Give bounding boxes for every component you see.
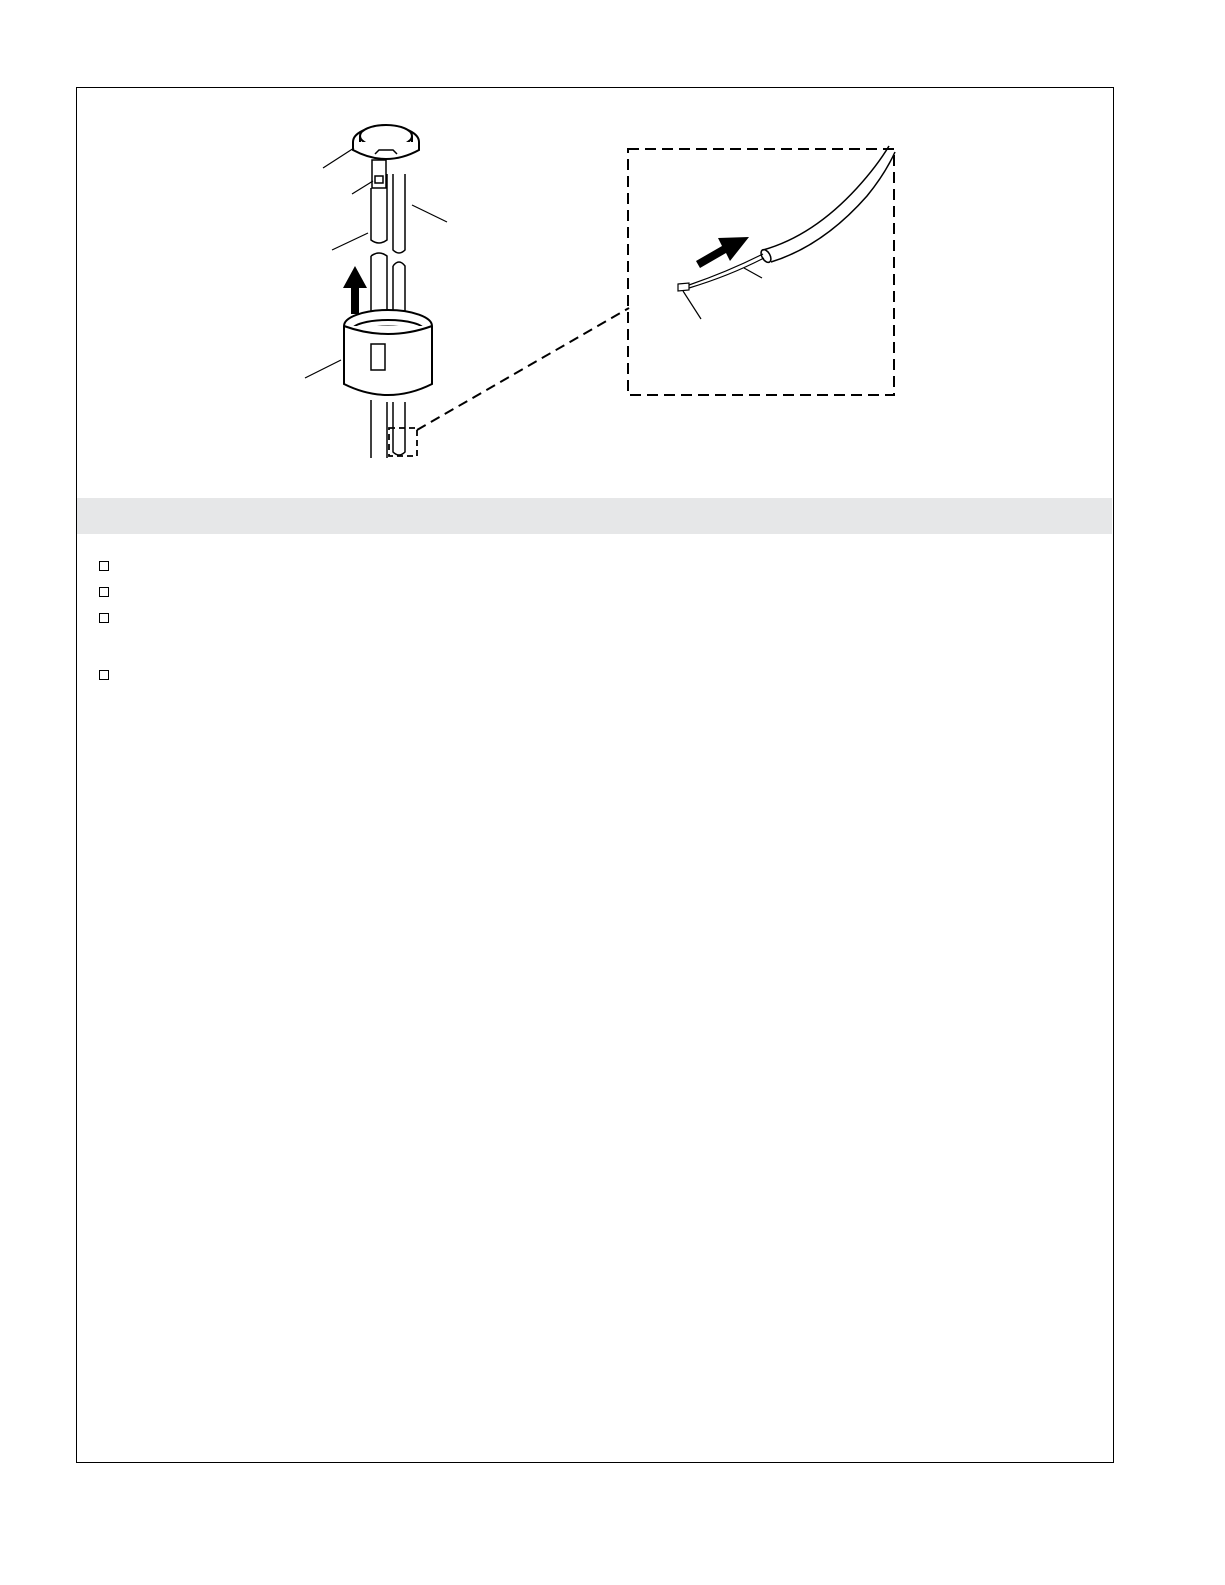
section-header-band xyxy=(77,498,1112,534)
lower-tubes xyxy=(371,400,405,458)
collar xyxy=(344,310,432,395)
list-item xyxy=(99,669,1079,680)
clip-top xyxy=(372,160,386,188)
checkbox-icon xyxy=(99,613,109,623)
list-item xyxy=(99,560,1079,571)
checkbox-icon xyxy=(99,561,109,571)
push-arrow xyxy=(696,237,749,268)
checkbox-icon xyxy=(99,670,109,680)
detail-box xyxy=(628,149,894,395)
list-item xyxy=(99,586,1079,597)
mounting-ring xyxy=(353,125,419,159)
step-list xyxy=(99,560,1079,680)
list-item xyxy=(99,612,1079,654)
installation-illustration xyxy=(77,88,1112,498)
instruction-frame xyxy=(76,87,1114,1463)
detail-connector xyxy=(417,308,629,430)
up-arrow xyxy=(343,266,367,314)
checkbox-icon xyxy=(99,587,109,597)
hose-detail xyxy=(759,146,895,264)
